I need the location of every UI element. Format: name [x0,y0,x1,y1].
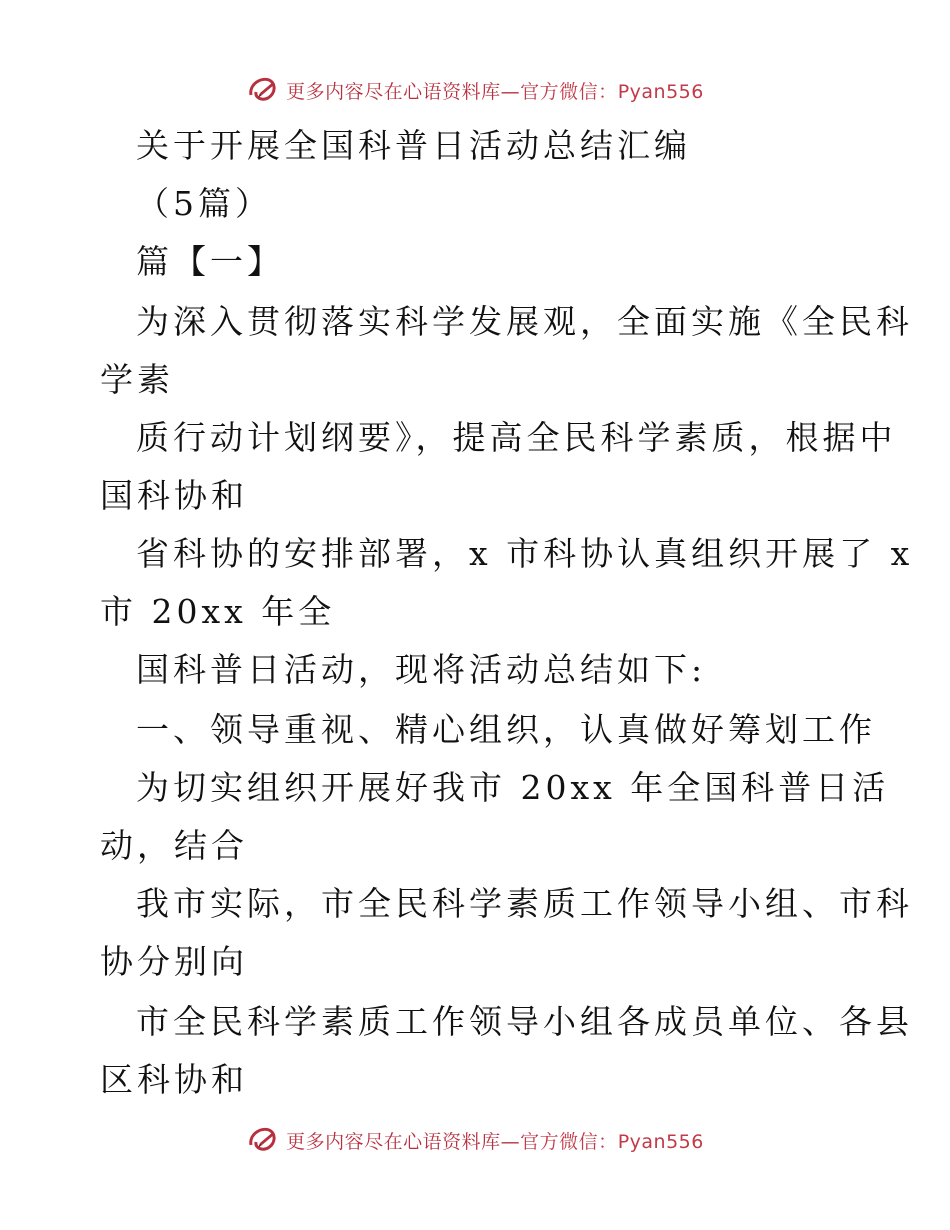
paragraph-line: 国科普日活动，现将活动总结如下: [136,650,707,689]
watermark-text: 更多内容尽在心语资料库—官方微信：Pyan556 [286,80,704,103]
pen-swirl-logo-icon [246,1123,280,1157]
paragraph-line: 为切实组织开展好我市 20xx 年全国科普日活 [136,768,890,807]
paragraph-line: 动，结合 [100,826,248,865]
paragraph-line: 市 20xx 年全 [100,592,336,631]
paragraph-line: 我市实际，市全民科学素质工作领导小组、市科 [136,884,913,923]
paragraph-line: 国科协和 [100,476,248,515]
watermark-text: 更多内容尽在心语资料库—官方微信：Pyan556 [286,1130,704,1153]
document-title: 关于开展全国科普日活动总结汇编 [136,126,691,165]
paragraph-line: 省科协的安排部署，x 市科协认真组织开展了 x [136,534,914,573]
paragraph-line: 区科协和 [100,1060,248,1099]
footer-watermark [0,1120,950,1160]
header-watermark [0,70,950,110]
section-heading: 一、领导重视、精心组织，认真做好筹划工作 [136,710,876,749]
paragraph-line: 协分别向 [100,942,248,981]
paragraph-line: 市全民科学素质工作领导小组各成员单位、各县 [136,1002,913,1041]
document-subtitle: （5篇） [136,184,272,223]
section-heading: 篇【一】 [136,242,284,281]
pen-swirl-logo-icon [246,73,280,107]
paragraph-line: 学素 [100,360,174,399]
paragraph-line: 为深入贯彻落实科学发展观，全面实施《全民科 [136,302,913,341]
paragraph-line: 质行动计划纲要》，提高全民科学素质，根据中 [136,418,897,457]
